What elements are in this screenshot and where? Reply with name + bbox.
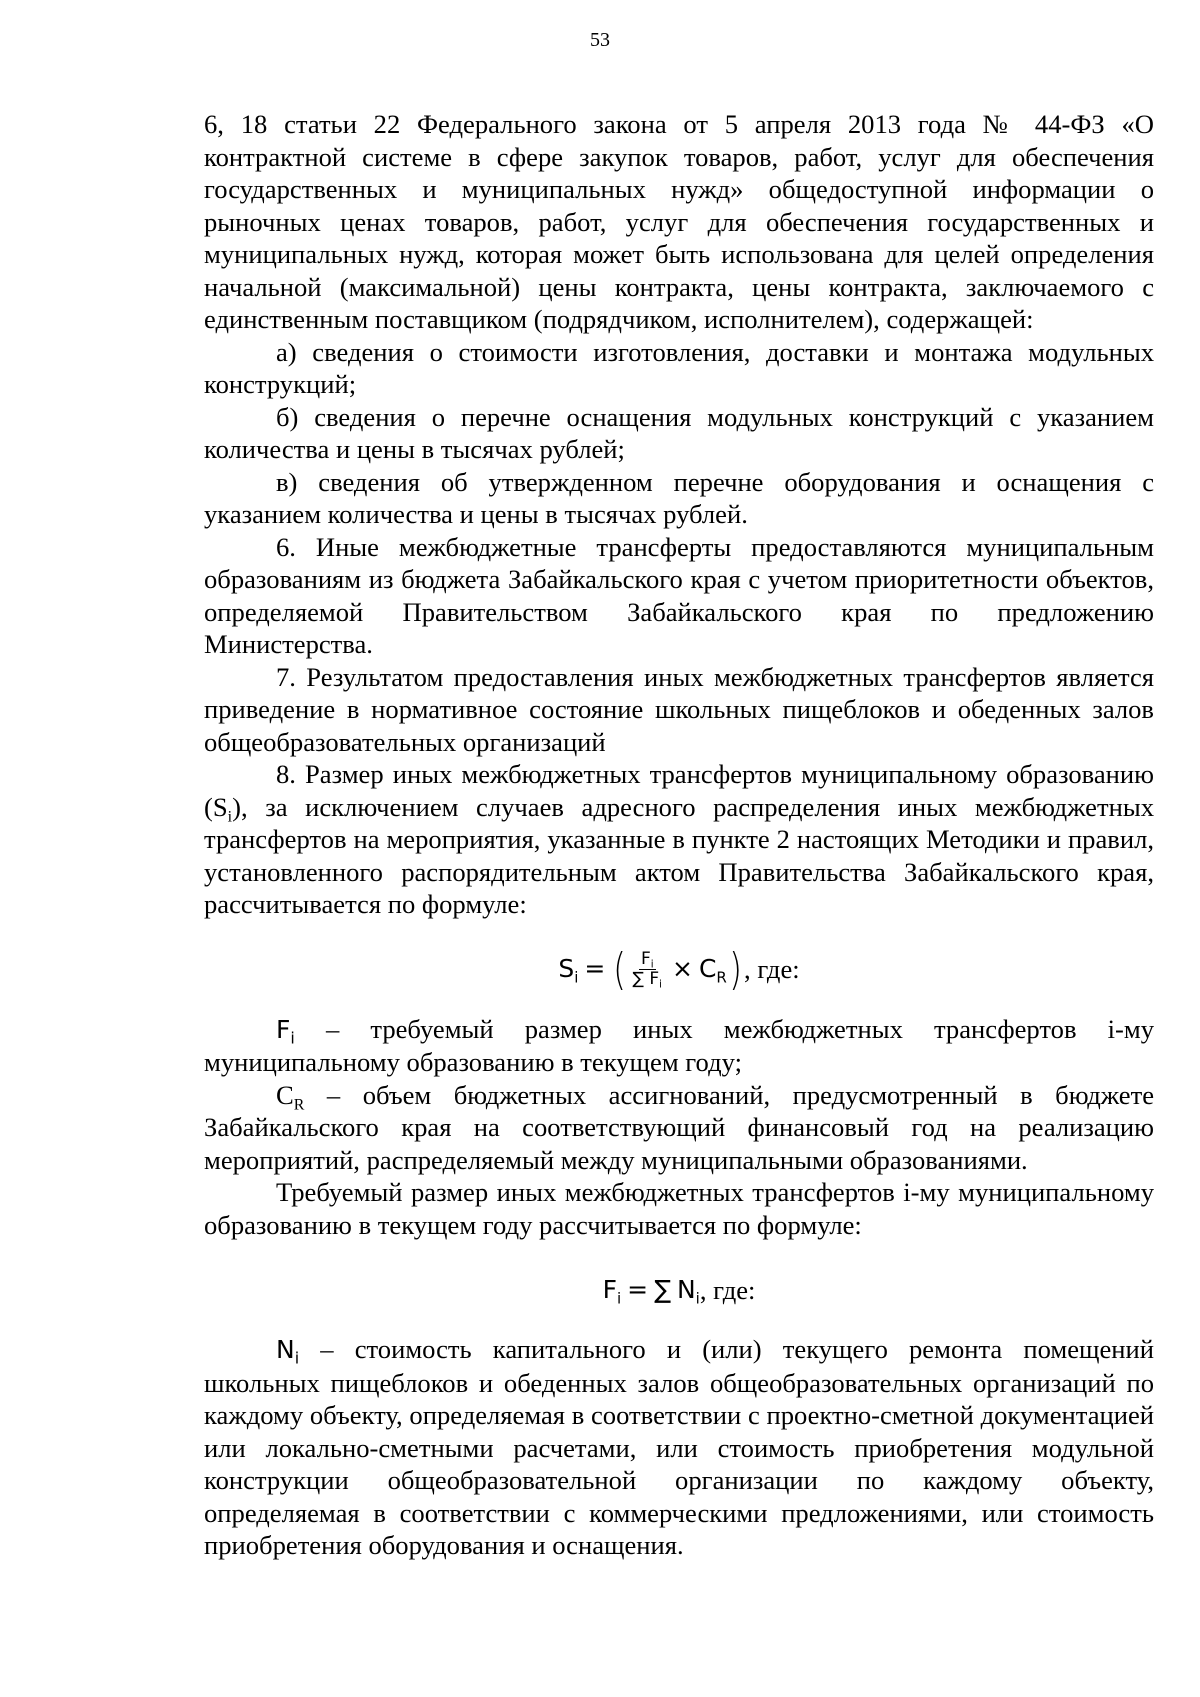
formula-tail: , где: — [699, 1274, 756, 1305]
paragraph-required-size: Требуемый размер иных межбюджетных трансфертов i-му муниципальному образованию в текущем году рассчитывается по формуле: — [204, 1177, 1154, 1240]
symbol-c: C — [276, 1079, 294, 1110]
fraction-numerator — [639, 950, 656, 970]
formula-equals: = — [584, 954, 606, 984]
fraction-denominator — [631, 970, 664, 989]
formula-s-i — [204, 921, 1154, 1013]
formula-subscript: i — [616, 1289, 622, 1307]
formula-s-i-lhs — [558, 953, 578, 986]
list-item-a: а) сведения о стоимости изготовления, доставки и монтажа модульных конструкций; — [204, 336, 1154, 399]
subscript-i: i — [227, 808, 233, 826]
paragraph-item-8-end: ), за исключением случаев адресного распределения иных межбюджетных трансфертов на мероприятия, указанные в пункте 2 настоящих Методики и правил, установленного распорядительным актом Правительства Забайкальского края, рассчитывается по формуле: — [204, 791, 1154, 919]
list-item-c: в) сведения об утвержденном перечне оборудования и оснащения с указанием количества и цены в тысячах рублей. — [204, 466, 1154, 529]
denominator-subscript: i — [659, 979, 662, 991]
paragraph-item-6: 6. Иные межбюджетные трансферты предоставляются муниципальным образованиям из бюджета Забайкальского края с учетом приоритетности объектов, определяемой Правительством Забайкальского края по предложению Министерства. — [204, 531, 1154, 659]
denominator-symbol: ∑ F — [632, 969, 660, 989]
page-number: 53 — [590, 29, 610, 51]
formula-subscript: i — [695, 1289, 700, 1307]
definition-n-i — [204, 1333, 1154, 1562]
formula-f-i — [204, 1241, 1154, 1333]
numerator-symbol: F — [640, 949, 651, 969]
formula-symbol-f: F — [602, 1274, 617, 1304]
numerator-subscript: i — [650, 959, 654, 971]
list-item-b: б) сведения о перечне оснащения модульных конструкций с указанием количества и цены в тысячах рублей; — [204, 401, 1154, 464]
symbol-f: F — [276, 1014, 291, 1044]
definition-c-r-text: – объем бюджетных ассигнований, предусмотренный в бюджете Забайкальского края на соответствующий финансовый год на реализацию мероприятий, распределяемый между муниципальными образованиями. — [204, 1079, 1154, 1175]
formula-symbol-s: S — [558, 954, 575, 984]
definition-n-i-text: – стоимость капитального и (или) текущего ремонта помещений школьных пищеблоков и обеденных залов общеобразовательных организаций по каждому объекту, определяемая в соответствии с проектно-сметной документацией или локально-сметными расчетами, или стоимость приобретения модульной конструкции общеобразовательной организации по каждому объекту, определяемая в соответствии с коммерческими предложениями, или стоимость приобретения оборудования и оснащения. — [204, 1334, 1154, 1560]
formula-close-paren: ) — [729, 943, 742, 995]
document-body — [204, 108, 1154, 1562]
formula-symbol-c: C — [698, 954, 717, 984]
definition-c-r — [204, 1079, 1154, 1177]
paragraph-item-8-start: 8. Размер иных межбюджетных трансфертов муниципальному образованию (S — [204, 759, 1154, 822]
formula-subscript-r: R — [716, 968, 727, 987]
formula-times: × — [672, 954, 693, 984]
paragraph-item-8 — [204, 758, 1154, 921]
formula-tail: , где: — [744, 954, 800, 985]
formula-c-r — [699, 953, 727, 986]
paragraph-intro: 6, 18 статьи 22 Федерального закона от 5 апреля 2013 года № 44-ФЗ «О контрактной системе в сфере закупок товаров, работ, услуг для обеспечения государственных и муниципальных нужд» общедоступной информации о рыночных ценах товаров, работ, услуг для обеспечения государственных и муниципальных нужд, которая может быть использована для целей определения начальной (максимальной) цены контракта, цены контракта, заключаемого с единственным поставщиком (подрядчиком, исполнителем), содержащей: — [204, 109, 1154, 334]
formula-equals: = — [627, 1274, 649, 1304]
formula-sum: ∑ — [654, 1274, 671, 1304]
symbol-n-subscript: i — [294, 1348, 300, 1368]
formula-n-i — [677, 1274, 700, 1307]
formula-f-i-lhs — [603, 1274, 622, 1307]
formula-subscript: i — [574, 968, 579, 987]
symbol-c-subscript: R — [293, 1096, 305, 1114]
definition-f-i-text: – требуемый размер иных межбюджетных трансфертов i-му муниципальному образованию в текущем году; — [204, 1013, 1154, 1077]
symbol-n: N — [276, 1335, 295, 1364]
formula-fraction — [631, 950, 664, 989]
paragraph-item-7: 7. Результатом предоставления иных межбюджетных трансфертов является приведение в нормативное состояние школьных пищеблоков и обеденных залов общеобразовательных организаций — [204, 661, 1154, 757]
formula-open-paren: ( — [613, 943, 627, 995]
formula-symbol-n: N — [676, 1274, 696, 1304]
definition-f-i — [204, 1013, 1154, 1079]
symbol-f-subscript: i — [290, 1028, 295, 1048]
